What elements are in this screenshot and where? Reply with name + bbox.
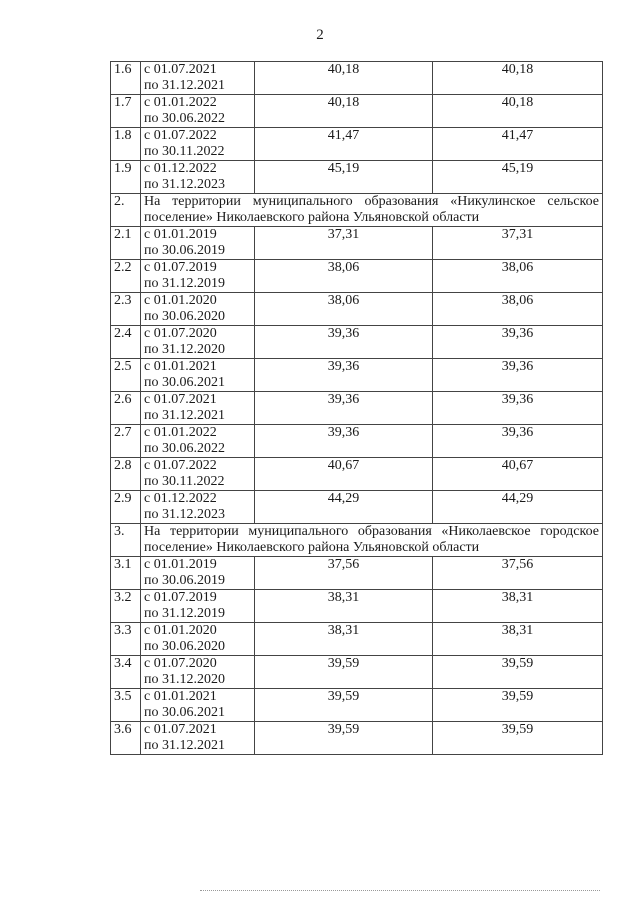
table-row: [111, 227, 603, 260]
row-number: 3.4: [111, 656, 141, 689]
table-row: [111, 326, 603, 359]
row-number: 1.7: [111, 95, 141, 128]
table-row: [111, 557, 603, 590]
value-cell-1: 39,36: [255, 359, 433, 392]
period-from: с 01.07.2022: [144, 458, 217, 473]
section-number: 3.: [111, 524, 141, 557]
period-cell: [141, 656, 255, 689]
value-cell-1: 39,36: [255, 392, 433, 425]
period-cell: [141, 557, 255, 590]
bottom-divider: [200, 890, 600, 891]
row-number: 1.9: [111, 161, 141, 194]
page-number: 2: [316, 27, 324, 43]
value-cell-2: 38,06: [433, 293, 603, 326]
table-row: [111, 656, 603, 689]
period-to: по 31.12.2019: [144, 606, 225, 621]
period-cell: [141, 62, 255, 95]
row-number: 3.5: [111, 689, 141, 722]
period-cell: [141, 293, 255, 326]
period-cell: [141, 260, 255, 293]
period-to: по 30.06.2022: [144, 111, 225, 126]
period-from: с 01.01.2021: [144, 359, 217, 374]
section-heading-row: [111, 524, 603, 557]
value-cell-1: 40,18: [255, 95, 433, 128]
period-from: с 01.07.2021: [144, 722, 217, 737]
table-row: [111, 491, 603, 524]
period-from: с 01.07.2021: [144, 392, 217, 407]
value-cell-1: 38,06: [255, 293, 433, 326]
section-number: 2.: [111, 194, 141, 227]
value-cell-2: 41,47: [433, 128, 603, 161]
row-number: 2.7: [111, 425, 141, 458]
row-number: 2.9: [111, 491, 141, 524]
row-number: 3.3: [111, 623, 141, 656]
table-row: [111, 161, 603, 194]
value-cell-1: 40,67: [255, 458, 433, 491]
section-heading: На территории муниципального образования «Никулинское сельское поселение» Николаевского района Ульяновской области: [141, 194, 603, 227]
table-row: [111, 458, 603, 491]
period-from: с 01.07.2020: [144, 326, 217, 341]
value-cell-2: 39,59: [433, 656, 603, 689]
period-to: по 31.12.2019: [144, 276, 225, 291]
period-from: с 01.01.2020: [144, 623, 217, 638]
section-heading: На территории муниципального образования «Николаевское городское поселение» Николаевского района Ульяновской области: [141, 524, 603, 557]
value-cell-1: 39,36: [255, 326, 433, 359]
period-to: по 30.06.2021: [144, 375, 225, 390]
period-to: по 30.06.2020: [144, 309, 225, 324]
row-number: 2.4: [111, 326, 141, 359]
period-to: по 30.11.2022: [144, 474, 225, 489]
value-cell-2: 39,36: [433, 326, 603, 359]
period-from: с 01.01.2022: [144, 425, 217, 440]
period-cell: [141, 359, 255, 392]
row-number: 2.1: [111, 227, 141, 260]
table-row: [111, 623, 603, 656]
value-cell-1: 38,31: [255, 590, 433, 623]
table-row: [111, 260, 603, 293]
period-to: по 31.12.2020: [144, 342, 225, 357]
value-cell-1: 38,06: [255, 260, 433, 293]
row-number: 2.8: [111, 458, 141, 491]
period-cell: [141, 161, 255, 194]
period-to: по 31.12.2023: [144, 177, 225, 192]
value-cell-1: 37,31: [255, 227, 433, 260]
table-row: [111, 293, 603, 326]
value-cell-2: 39,59: [433, 689, 603, 722]
period-from: с 01.07.2021: [144, 62, 217, 77]
period-from: с 01.07.2020: [144, 656, 217, 671]
period-cell: [141, 425, 255, 458]
period-cell: [141, 722, 255, 755]
period-cell: [141, 590, 255, 623]
period-cell: [141, 326, 255, 359]
value-cell-2: 45,19: [433, 161, 603, 194]
period-to: по 30.06.2021: [144, 705, 225, 720]
period-from: с 01.07.2022: [144, 128, 217, 143]
row-number: 3.2: [111, 590, 141, 623]
period-cell: [141, 128, 255, 161]
period-to: по 30.06.2020: [144, 639, 225, 654]
value-cell-1: 39,59: [255, 656, 433, 689]
table-row: [111, 425, 603, 458]
period-cell: [141, 623, 255, 656]
value-cell-1: 39,59: [255, 722, 433, 755]
tariff-table-body: [111, 62, 603, 755]
table-row: [111, 689, 603, 722]
period-cell: [141, 458, 255, 491]
period-from: с 01.01.2019: [144, 557, 217, 572]
period-from: с 01.01.2019: [144, 227, 217, 242]
period-to: по 30.06.2019: [144, 243, 225, 258]
table-row: [111, 95, 603, 128]
period-from: с 01.12.2022: [144, 161, 217, 176]
period-to: по 31.12.2021: [144, 408, 225, 423]
value-cell-2: 39,36: [433, 359, 603, 392]
value-cell-2: 40,18: [433, 62, 603, 95]
value-cell-2: 40,67: [433, 458, 603, 491]
period-cell: [141, 689, 255, 722]
value-cell-2: 39,36: [433, 392, 603, 425]
table-row: [111, 590, 603, 623]
period-cell: [141, 491, 255, 524]
period-to: по 30.06.2022: [144, 441, 225, 456]
tariff-table: [110, 61, 603, 755]
period-cell: [141, 95, 255, 128]
value-cell-2: 39,59: [433, 722, 603, 755]
period-from: с 01.12.2022: [144, 491, 217, 506]
period-to: по 30.11.2022: [144, 144, 225, 159]
period-to: по 31.12.2021: [144, 738, 225, 753]
row-number: 1.6: [111, 62, 141, 95]
value-cell-1: 39,36: [255, 425, 433, 458]
row-number: 2.6: [111, 392, 141, 425]
value-cell-1: 41,47: [255, 128, 433, 161]
value-cell-1: 40,18: [255, 62, 433, 95]
value-cell-2: 38,31: [433, 590, 603, 623]
row-number: 2.2: [111, 260, 141, 293]
value-cell-1: 37,56: [255, 557, 433, 590]
value-cell-1: 39,59: [255, 689, 433, 722]
value-cell-1: 38,31: [255, 623, 433, 656]
period-from: с 01.01.2022: [144, 95, 217, 110]
row-number: 2.3: [111, 293, 141, 326]
period-to: по 31.12.2021: [144, 78, 225, 93]
row-number: 3.6: [111, 722, 141, 755]
value-cell-2: 40,18: [433, 95, 603, 128]
section-heading-row: [111, 194, 603, 227]
table-row: [111, 359, 603, 392]
row-number: 3.1: [111, 557, 141, 590]
period-from: с 01.01.2021: [144, 689, 217, 704]
period-to: по 31.12.2020: [144, 672, 225, 687]
value-cell-2: 39,36: [433, 425, 603, 458]
table-row: [111, 62, 603, 95]
period-from: с 01.07.2019: [144, 260, 217, 275]
period-cell: [141, 227, 255, 260]
table-row: [111, 128, 603, 161]
value-cell-1: 44,29: [255, 491, 433, 524]
value-cell-1: 45,19: [255, 161, 433, 194]
period-to: по 30.06.2019: [144, 573, 225, 588]
value-cell-2: 44,29: [433, 491, 603, 524]
row-number: 1.8: [111, 128, 141, 161]
value-cell-2: 37,31: [433, 227, 603, 260]
value-cell-2: 38,06: [433, 260, 603, 293]
period-to: по 31.12.2023: [144, 507, 225, 522]
value-cell-2: 37,56: [433, 557, 603, 590]
value-cell-2: 38,31: [433, 623, 603, 656]
table-row: [111, 722, 603, 755]
table-row: [111, 392, 603, 425]
period-cell: [141, 392, 255, 425]
period-from: с 01.07.2019: [144, 590, 217, 605]
row-number: 2.5: [111, 359, 141, 392]
period-from: с 01.01.2020: [144, 293, 217, 308]
